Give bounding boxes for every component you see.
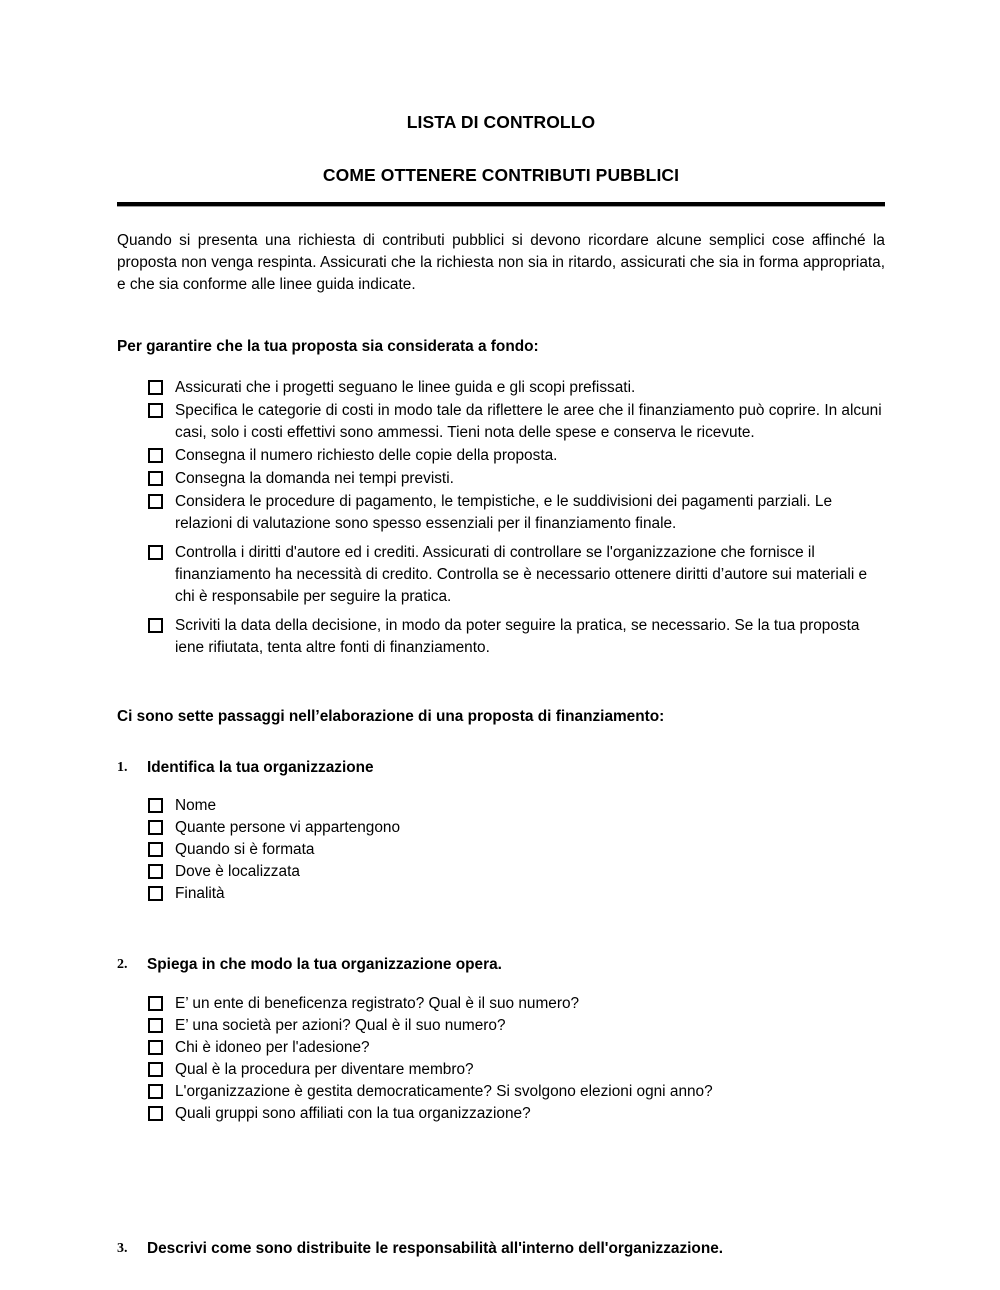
- list-item-label: Considera le procedure di pagamento, le tempistiche, e le suddivisioni dei pagamenti parziali. Le relazioni di valutazione sono spesso essenziali per il finanziamento finale.: [175, 492, 833, 532]
- steps-heading: Ci sono sette passaggi nell’elaborazione di una proposta di finanziamento:: [117, 707, 665, 725]
- list-item-label: Quando si è formata: [175, 841, 315, 859]
- document-content: [117, 0, 885, 1259]
- list-item[interactable]: [148, 839, 885, 861]
- checkbox-empty-icon[interactable]: [148, 864, 163, 879]
- checkbox-empty-icon[interactable]: [148, 494, 163, 509]
- list-item-label: Chi è idoneo per l'adesione?: [175, 1038, 370, 1056]
- list-item[interactable]: [148, 1081, 885, 1103]
- checkbox-empty-icon[interactable]: [148, 618, 163, 633]
- list-item-label: Scriviti la data della decisione, in modo da poter seguire la pratica, se necessario. Se la tua proposta iene rifiutata, tenta altre fonti di finanziamento.: [175, 616, 860, 656]
- checkbox-empty-icon[interactable]: [148, 886, 163, 901]
- list-item[interactable]: [148, 817, 885, 839]
- list-item-label: Specifica le categorie di costi in modo tale da riflettere le aree che il finanziamento può coprire. In alcuni casi, solo i costi effettivi sono ammessi. Tieni nota delle spese e conserva le ricevute.: [175, 401, 882, 441]
- list-item[interactable]: [148, 491, 885, 535]
- list-item-label: Finalità: [175, 885, 225, 903]
- quality-heading: Per garantire che la tua proposta sia considerata a fondo:: [117, 337, 539, 355]
- checkbox-empty-icon[interactable]: [148, 403, 163, 418]
- step-number: 3.: [117, 1240, 128, 1256]
- step-3: [117, 1238, 885, 1260]
- step-2: [117, 954, 885, 976]
- title-divider: [117, 202, 885, 207]
- checkbox-empty-icon[interactable]: [148, 820, 163, 835]
- checkbox-empty-icon[interactable]: [148, 842, 163, 857]
- list-item[interactable]: [148, 1059, 885, 1081]
- list-item-label: Nome: [175, 797, 217, 815]
- list-item-label: Quante persone vi appartengono: [175, 819, 401, 837]
- list-item-label: Qual è la procedura per diventare membro?: [175, 1060, 474, 1078]
- list-item-label: Dove è localizzata: [175, 863, 300, 881]
- checkbox-empty-icon[interactable]: [148, 1084, 163, 1099]
- list-item[interactable]: [148, 993, 885, 1015]
- list-item[interactable]: [148, 795, 885, 817]
- list-item-label: Quali gruppi sono affiliati con la tua organizzazione?: [175, 1104, 531, 1122]
- list-item[interactable]: [148, 468, 885, 490]
- checkbox-empty-icon[interactable]: [148, 380, 163, 395]
- page-title: LISTA DI CONTROLLO: [406, 112, 596, 132]
- list-item-label: L'organizzazione è gestita democraticamente? Si svolgono elezioni ogni anno?: [175, 1082, 713, 1100]
- list-item[interactable]: [148, 615, 885, 659]
- list-item[interactable]: [148, 1037, 885, 1059]
- list-item-label: Consegna il numero richiesto delle copie della proposta.: [175, 446, 558, 464]
- checkbox-empty-icon[interactable]: [148, 448, 163, 463]
- list-item[interactable]: [148, 883, 885, 905]
- list-item-label: E’ un ente di beneficenza registrato? Qual è il suo numero?: [175, 994, 580, 1012]
- step-number: 2.: [117, 957, 128, 973]
- step-title: Identifica la tua organizzazione: [147, 758, 374, 776]
- list-item-label: Controlla i diritti d'autore ed i crediti. Assicurati di controllare se l'organizzazione che fornisce il finanziamento ha necessità di credito. Controlla se è necessario ottenere diritti d’autore sui materiali e chi è responsabile per seguire la pratica.: [175, 543, 868, 605]
- checkbox-empty-icon[interactable]: [148, 1106, 163, 1121]
- list-item[interactable]: [148, 1103, 885, 1125]
- list-item[interactable]: [148, 400, 885, 444]
- step-title: Descrivi come sono distribuite le responsabilità all'interno dell'organizzazione.: [147, 1239, 724, 1257]
- list-item[interactable]: [148, 445, 885, 467]
- step-2-checklist: [117, 993, 885, 1125]
- checkbox-empty-icon[interactable]: [148, 996, 163, 1011]
- checkbox-empty-icon[interactable]: [148, 1062, 163, 1077]
- page-subtitle: COME OTTENERE CONTRIBUTI PUBBLICI: [322, 165, 680, 185]
- intro-paragraph: Quando si presenta una richiesta di contributi pubblici si devono ricordare alcune semplici cose affinché la proposta non venga respinta. Assicurati che la richiesta non sia in ritardo, assicurati che sia in forma appropriata, e che sia conforme alle linee guida indicate.: [117, 232, 885, 293]
- checkbox-empty-icon[interactable]: [148, 798, 163, 813]
- list-item[interactable]: [148, 861, 885, 883]
- list-item-label: Consegna la domanda nei tempi previsti.: [175, 469, 454, 487]
- list-item[interactable]: [148, 1015, 885, 1037]
- checkbox-empty-icon[interactable]: [148, 471, 163, 486]
- checkbox-empty-icon[interactable]: [148, 1018, 163, 1033]
- step-title: Spiega in che modo la tua organizzazione opera.: [147, 956, 502, 974]
- list-item[interactable]: [148, 377, 885, 399]
- step-number: 1.: [117, 759, 128, 775]
- list-item-label: E’ una società per azioni? Qual è il suo numero?: [175, 1016, 506, 1034]
- checkbox-empty-icon[interactable]: [148, 1040, 163, 1055]
- quality-checklist: [117, 377, 885, 659]
- step-1-checklist: [117, 795, 885, 905]
- step-1: [117, 757, 885, 779]
- list-item[interactable]: [148, 542, 885, 608]
- list-item-label: Assicurati che i progetti seguano le linee guida e gli scopi prefissati.: [175, 378, 636, 396]
- checkbox-empty-icon[interactable]: [148, 545, 163, 560]
